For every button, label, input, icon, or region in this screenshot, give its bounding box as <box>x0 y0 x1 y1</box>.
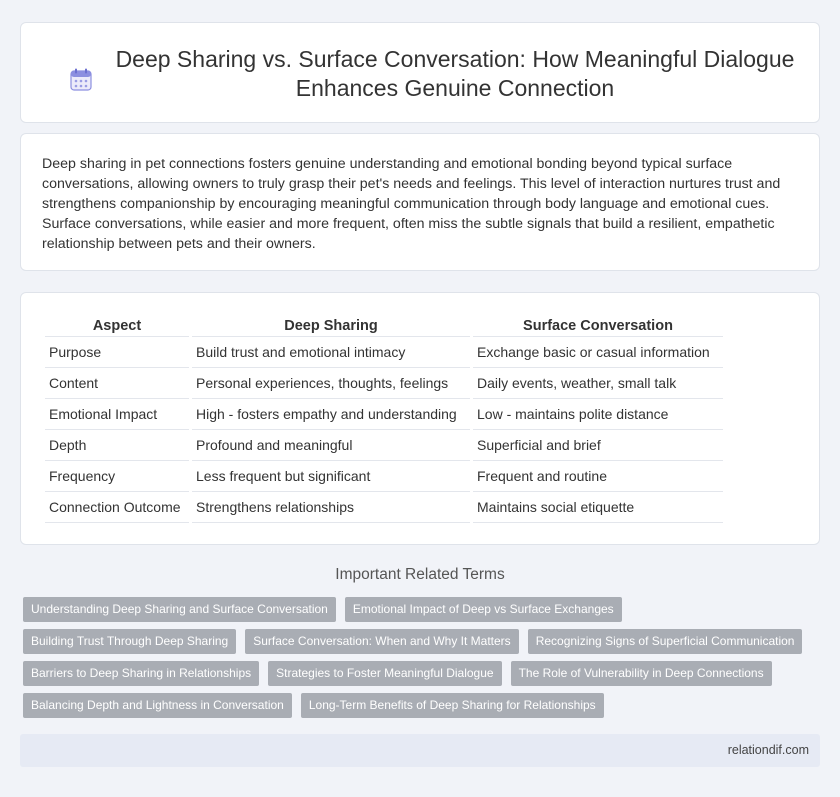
intro-card <box>20 133 820 271</box>
table-cell: Superficial and brief <box>473 430 723 461</box>
related-term-tag[interactable]: The Role of Vulnerability in Deep Connections <box>511 661 772 686</box>
table-row <box>45 399 723 430</box>
comparison-card <box>20 292 820 545</box>
table-cell: Daily events, weather, small talk <box>473 368 723 399</box>
table-cell: Frequent and routine <box>473 461 723 492</box>
table-row <box>45 492 723 523</box>
table-cell: Less frequent but significant <box>192 461 470 492</box>
table-row <box>45 461 723 492</box>
column-header-aspect: Aspect <box>45 316 189 337</box>
footer-site-link[interactable]: relationdif.com <box>727 743 809 757</box>
related-term-tag[interactable]: Barriers to Deep Sharing in Relationships <box>23 661 259 686</box>
related-term-tag[interactable]: Recognizing Signs of Superficial Communication <box>528 629 803 654</box>
table-header-row <box>45 316 723 337</box>
tag-row <box>23 661 823 693</box>
table-cell: Exchange basic or casual information <box>473 337 723 368</box>
related-term-tag[interactable]: Emotional Impact of Deep vs Surface Exchanges <box>345 597 622 622</box>
column-header-deep-sharing: Deep Sharing <box>192 316 470 337</box>
related-term-tag[interactable]: Surface Conversation: When and Why It Matters <box>245 629 518 654</box>
table-cell: Profound and meaningful <box>192 430 470 461</box>
related-term-tag[interactable]: Understanding Deep Sharing and Surface Conversation <box>23 597 336 622</box>
table-row <box>45 337 723 368</box>
table-cell: Build trust and emotional intimacy <box>192 337 470 368</box>
table-cell: Frequency <box>45 461 189 492</box>
table-cell: Depth <box>45 430 189 461</box>
table-cell: Purpose <box>45 337 189 368</box>
table-cell: Strengthens relationships <box>192 492 470 523</box>
page-title: Deep Sharing vs. Surface Conversation: How Meaningful Dialogue Enhances Genuine Connection <box>115 46 795 101</box>
table-cell: Connection Outcome <box>45 492 189 523</box>
comparison-table <box>42 316 726 523</box>
related-terms-heading: Important Related Terms <box>335 566 505 583</box>
column-header-surface-conversation: Surface Conversation <box>473 316 723 337</box>
title-card <box>20 22 820 123</box>
table-row <box>45 368 723 399</box>
tag-row <box>23 693 823 725</box>
related-term-tag[interactable]: Long-Term Benefits of Deep Sharing for Relationships <box>301 693 604 718</box>
related-terms-list <box>23 597 823 725</box>
intro-paragraph: Deep sharing in pet connections fosters genuine understanding and emotional bonding beyond typical surface conversations, allowing owners to truly grasp their pet's needs and feelings. This level of interaction nurtures trust and strengthens companionship by encouraging meaningful communication through body language and emotional cues. Surface conversations, while easier and more frequent, often miss the subtle signals that build a resilient, empathetic relationship between pets and their owners. <box>42 156 781 252</box>
related-term-tag[interactable]: Building Trust Through Deep Sharing <box>23 629 236 654</box>
table-cell: Content <box>45 368 189 399</box>
tag-row <box>23 629 823 661</box>
table-cell: High - fosters empathy and understanding <box>192 399 470 430</box>
table-cell: Maintains social etiquette <box>473 492 723 523</box>
footer <box>20 734 820 767</box>
tag-row <box>23 597 823 629</box>
related-term-tag[interactable]: Strategies to Foster Meaningful Dialogue <box>268 661 501 686</box>
table-cell: Emotional Impact <box>45 399 189 430</box>
table-cell: Personal experiences, thoughts, feelings <box>192 368 470 399</box>
table-cell: Low - maintains polite distance <box>473 399 723 430</box>
related-term-tag[interactable]: Balancing Depth and Lightness in Conversation <box>23 693 292 718</box>
table-row <box>45 430 723 461</box>
